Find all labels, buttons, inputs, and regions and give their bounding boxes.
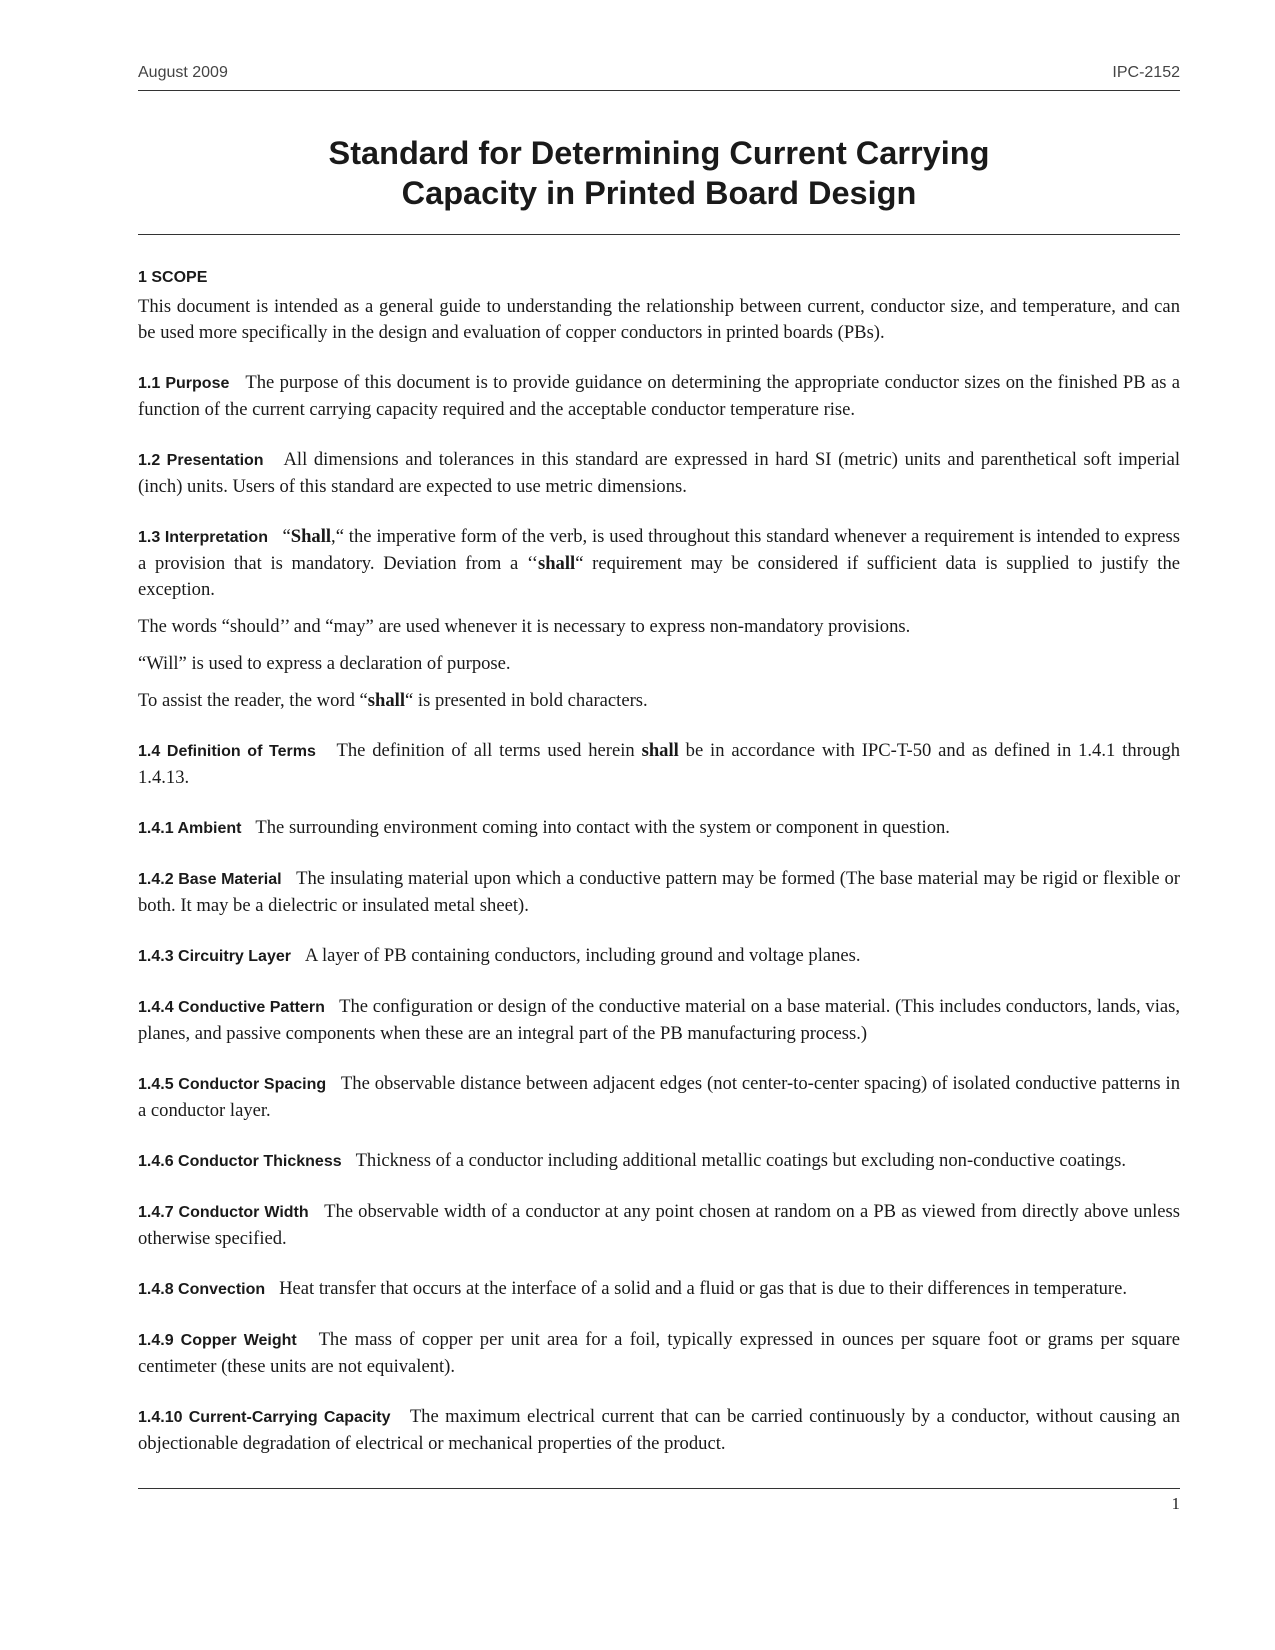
section-1-3-para-2: The words “should’’ and “may” are used whenever it is necessary to express non-mandatory provisions. bbox=[138, 616, 911, 637]
running-header bbox=[138, 64, 1180, 86]
section-1-3-label: 1.3 Interpretation bbox=[138, 529, 268, 546]
term-definition: Heat transfer that occurs at the interface of a solid and a fluid or gas that is due to their differences in temperature. bbox=[279, 1278, 1128, 1299]
section-1-3-para-3: “Will” is used to express a declaration of purpose. bbox=[138, 653, 511, 674]
shall-bold: shall bbox=[537, 553, 576, 574]
body-content bbox=[138, 268, 1180, 1457]
section-1-2 bbox=[138, 447, 1180, 500]
section-1-1-label: 1.1 Purpose bbox=[138, 375, 230, 392]
section-1-4-text-2: be in accordance with IPC-T-50 and as defined in 1.4.1 through 1.4.13. bbox=[138, 740, 1180, 788]
term-definition: A layer of PB containing conductors, including ground and voltage planes. bbox=[304, 945, 861, 966]
term-1-4-9 bbox=[138, 1327, 1180, 1380]
para-4-text-a: To assist the reader, the word “ bbox=[138, 690, 368, 711]
term-1-4-3 bbox=[138, 943, 1180, 970]
term-definition: The maximum electrical current that can be carried continuously by a conductor, without causing an objectionable degradation of electrical or mechanical properties of the product. bbox=[138, 1406, 1180, 1454]
quote-open: “ bbox=[282, 526, 291, 547]
term-definition: The observable width of a conductor at any point chosen at random on a PB as viewed from directly above unless otherwise specified. bbox=[138, 1201, 1181, 1249]
page-number: 1 bbox=[1171, 1494, 1180, 1513]
term-label: 1.4.5 Conductor Spacing bbox=[138, 1076, 327, 1093]
section-1-3-para-4 bbox=[138, 688, 1180, 714]
header-date: August 2009 bbox=[138, 64, 228, 81]
term-definition: The mass of copper per unit area for a foil, typically expressed in ounces per square foot or grams per square centimeter (these units are not equivalent). bbox=[138, 1329, 1180, 1377]
term-1-4-6 bbox=[138, 1148, 1180, 1175]
term-1-4-8 bbox=[138, 1276, 1180, 1303]
scope-text: This document is intended as a general guide to understanding the relationship between current, conductor size, and temperature, and can be used more specifically in the design and evaluation of copper conductors in printed boards (PBs). bbox=[138, 296, 1180, 343]
header-doc-id: IPC-2152 bbox=[1112, 64, 1180, 81]
term-definition: The insulating material upon which a conductive pattern may be formed (The base material may be rigid or flexible or both. It may be a dielectric or insulated metal sheet). bbox=[138, 868, 1180, 916]
footer-rule bbox=[138, 1488, 1180, 1489]
term-1-4-4 bbox=[138, 994, 1180, 1047]
term-definition: Thickness of a conductor including additional metallic coatings but excluding non-conductive coatings. bbox=[355, 1150, 1126, 1171]
section-1-2-label: 1.2 Presentation bbox=[138, 452, 264, 469]
term-label: 1.4.9 Copper Weight bbox=[138, 1332, 297, 1349]
title-rule bbox=[138, 234, 1180, 235]
section-1-3 bbox=[138, 524, 1180, 603]
para-4-text-b: “ is presented in bold characters. bbox=[405, 690, 648, 711]
term-definition: The observable distance between adjacent edges (not center-to-center spacing) of isolated conductive patterns in a conductor layer. bbox=[138, 1073, 1180, 1121]
term-label: 1.4.4 Conductive Pattern bbox=[138, 999, 325, 1016]
section-1-4 bbox=[138, 738, 1180, 791]
term-label: 1.4.6 Conductor Thickness bbox=[138, 1153, 342, 1170]
header-rule bbox=[138, 90, 1180, 91]
section-1-3-text-1: ,“ the imperative form of the verb, is used throughout this standard whenever a requirement is intended to express a provision that is mandatory. Deviation from a ‘‘ bbox=[138, 526, 1180, 574]
shall-bold: shall bbox=[641, 740, 679, 761]
document-page bbox=[138, 0, 1180, 1650]
term-1-4-2 bbox=[138, 866, 1180, 919]
title-line-1: Standard for Determining Current Carrying bbox=[328, 135, 990, 171]
term-label: 1.4.1 Ambient bbox=[138, 820, 242, 837]
section-1-2-text: All dimensions and tolerances in this standard are expressed in hard SI (metric) units and parenthetical soft imperial (inch) units. Users of this standard are expected to use metric dimensions. bbox=[138, 449, 1180, 497]
term-1-4-10 bbox=[138, 1404, 1180, 1457]
term-label: 1.4.2 Base Material bbox=[138, 871, 282, 888]
section-heading-scope: 1 SCOPE bbox=[138, 269, 208, 286]
term-1-4-5 bbox=[138, 1071, 1180, 1124]
term-1-4-7 bbox=[138, 1199, 1180, 1252]
term-label: 1.4.10 Current-Carrying Capacity bbox=[138, 1409, 391, 1426]
section-1-4-text-1: The definition of all terms used herein bbox=[336, 740, 635, 761]
shall-bold: shall bbox=[367, 690, 405, 711]
section-1-4-label: 1.4 Definition of Terms bbox=[138, 743, 316, 760]
section-1-3-text-2: “ requirement may be considered if sufficient data is supplied to justify the exception. bbox=[138, 553, 1180, 600]
term-definition: The surrounding environment coming into contact with the system or component in question. bbox=[255, 817, 950, 838]
term-1-4-1 bbox=[138, 815, 1180, 842]
term-label: 1.4.8 Convection bbox=[138, 1281, 266, 1298]
page-title bbox=[138, 133, 1180, 213]
term-label: 1.4.7 Conductor Width bbox=[138, 1204, 309, 1221]
title-line-2: Capacity in Printed Board Design bbox=[401, 175, 917, 211]
term-definition: The configuration or design of the conductive material on a base material. (This includes conductors, lands, vias, planes, and passive components when these are an integral part of the PB manufacturing process.) bbox=[138, 996, 1180, 1044]
shall-bold: Shall bbox=[290, 526, 332, 547]
section-1-1-text: The purpose of this document is to provide guidance on determining the appropriate conductor sizes on the finished PB as a function of the current carrying capacity required and the acceptable conductor temperature rise. bbox=[138, 372, 1181, 420]
term-label: 1.4.3 Circuitry Layer bbox=[138, 948, 291, 965]
section-1-1 bbox=[138, 370, 1180, 423]
